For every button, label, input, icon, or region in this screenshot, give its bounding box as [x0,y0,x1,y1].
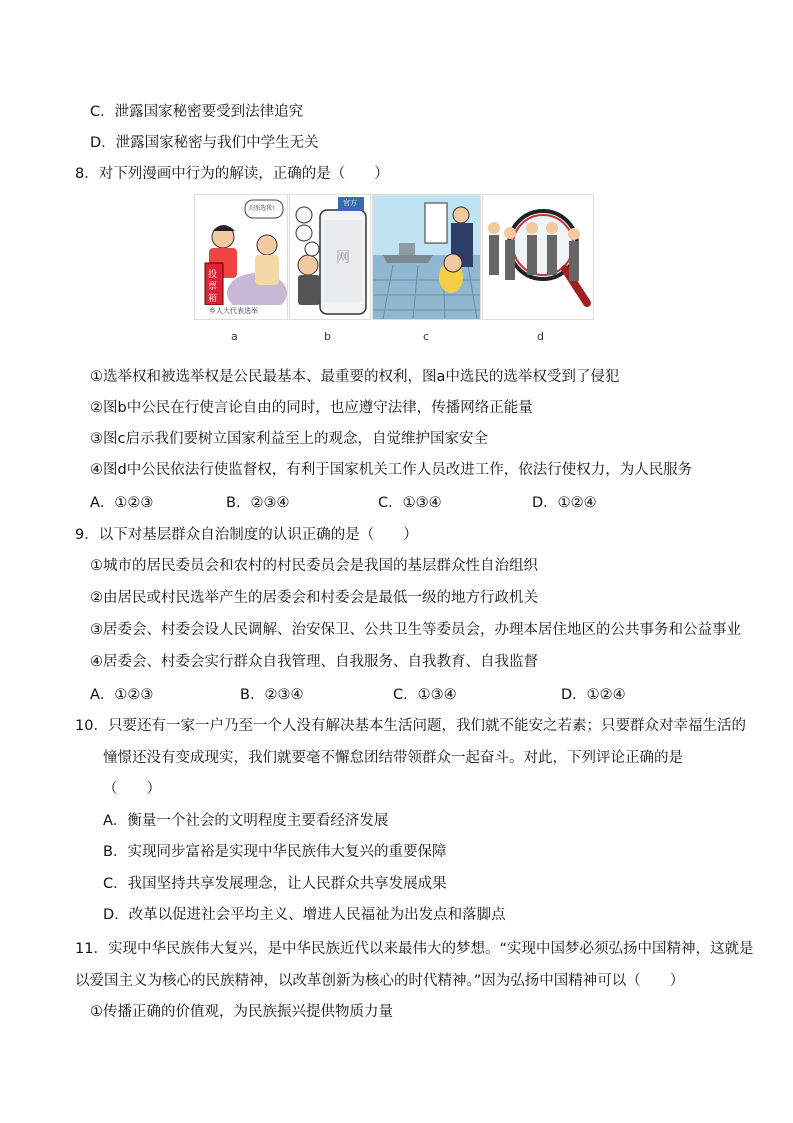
question-11-stem-line2: 以爱国主义为核心的民族精神，以改革创新为核心的时代精神。”因为弘扬中国精神可以（ ） [75,973,685,989]
q8-option-b: B．②③④ [226,495,290,511]
speech-bubble-a: 关照选我! [248,205,275,212]
panel-a-caption: a [231,330,238,343]
cartoon-panel-a [194,194,288,320]
ballot-box-char-1: 投 [208,270,218,280]
panel-d-caption: d [537,330,544,343]
q8-item-2: ②图b中公民在行使言论自由的同时，也应遵守法律，传播网络正能量 [90,400,533,416]
q9-item-4: ④居委会、村委会实行群众自我管理、自我服务、自我教育、自我监督 [90,654,538,670]
option-c: C．泄露国家秘密要受到法律追究 [90,104,304,120]
q10-option-b: B．实现同步富裕是实现中华民族伟大复兴的重要保障 [103,844,447,860]
cartoon-panel-c [372,194,481,320]
phone-screen-text: 网 [336,250,350,266]
q10-option-a: A．衡量一个社会的文明程度主要看经济发展 [103,813,389,829]
q9-option-d: D．①②④ [561,687,626,703]
question-10-stem-line3: （ ） [103,781,161,797]
q9-item-2: ②由居民或村民选举产生的居委会和村委会是最低一级的地方行政机关 [90,590,538,606]
q8-option-c: C．①③④ [378,495,442,511]
q8-item-4: ④图d中公民依法行使监督权，有利于国家机关工作人员改进工作，依法行使权力，为人民服务 [90,462,693,478]
q9-option-b: B．②③④ [240,687,304,703]
q10-option-d: D．改革以促进社会平均主义、增进人民福祉为出发点和落脚点 [103,907,506,923]
q8-option-d: D．①②④ [532,495,597,511]
question-10-stem-line2: 憧憬还没有变成现实，我们就要毫不懈怠团结带领群众一起奋斗。对此，下列评论正确的是 [103,750,683,766]
q9-option-c: C．①③④ [393,687,457,703]
q8-option-a: A．①②③ [90,495,154,511]
official-sign: 官方 [343,199,357,207]
question-11-stem-line1: 11．实现中华民族伟大复兴，是中华民族近代以来最伟大的梦想。“实现中国梦必须弘扬中国精神，这就是 [75,941,754,957]
q8-item-3: ③图c启示我们要树立国家利益至上的观念，自觉维护国家安全 [90,431,488,447]
panel-b-caption: b [324,330,331,343]
panel-a-footer: 乡人大代表选举 [209,307,258,315]
q9-item-3: ③居委会、村委会设人民调解、治安保卫、公共卫生等委员会，办理本居住地区的公共事务和公益事业 [90,622,741,638]
question-9-stem: 9．以下对基层群众自治制度的认识正确的是（ ） [75,527,418,543]
q11-item-1: ①传播正确的价值观，为民族振兴提供物质力量 [90,1004,393,1020]
panel-c-caption: c [423,330,430,343]
q9-item-1: ①城市的居民委员会和农村的村民委员会是我国的基层群众性自治组织 [90,558,538,574]
cartoon-c-illustration [373,195,480,319]
q10-option-c: C．我国坚持共享发展理念，让人民群众共享发展成果 [103,876,447,892]
ballot-box-char-2: 票 [208,282,218,292]
ballot-box-char-3: 箱 [208,294,218,304]
question-8-stem: 8．对下列漫画中行为的解读，正确的是（ ） [75,166,389,182]
cartoon-b-illustration [290,195,370,319]
cartoon-d-illustration [483,195,593,319]
q9-option-a: A．①②③ [90,687,154,703]
cartoon-panel-d [482,194,594,320]
q8-item-1: ①选举权和被选举权是公民最基本、最重要的权利，图a中选民的选举权受到了侵犯 [90,369,620,385]
cartoon-panel-b [289,194,371,320]
question-10-stem-line1: 10．只要还有一家一户乃至一个人没有解决基本生活问题，我们就不能安之若素；只要群众对幸福生活的 [75,718,746,734]
option-d: D．泄露国家秘密与我们中学生无关 [90,135,319,151]
